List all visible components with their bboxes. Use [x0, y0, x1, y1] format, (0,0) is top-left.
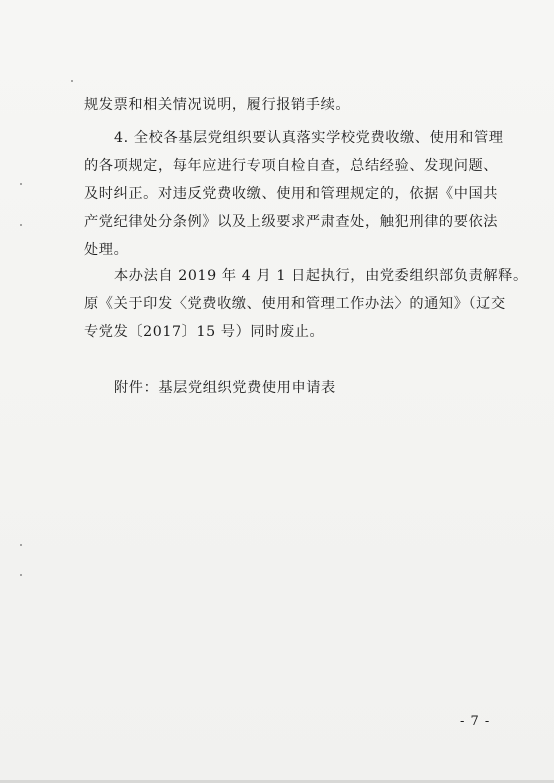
scan-speck	[20, 224, 22, 226]
paragraph-item-4	[84, 124, 502, 264]
attachment-note: 附件：基层党组织党费使用申请表	[114, 380, 336, 396]
paragraph-continuation	[84, 91, 502, 119]
text-line: 规发票和相关情况说明，履行报销手续。	[84, 97, 351, 113]
paragraph-effective-date	[84, 262, 528, 346]
scan-speck	[20, 574, 22, 576]
text-line: 的各项规定，每年应进行专项自检自查，总结经验、发现问题、	[84, 158, 499, 174]
text-line: 4. 全校各基层党组织要认真落实学校党费收缴、使用和管理	[114, 130, 504, 146]
scan-speck	[20, 544, 22, 546]
scan-speck	[20, 183, 22, 185]
text-line: 及时纠正。对违反党费收缴、使用和管理规定的，依据《中国共	[84, 186, 499, 202]
text-line: 原《关于印发〈党费收缴、使用和管理工作办法〉的通知》（辽交	[84, 296, 506, 312]
page-number: - 7 -	[460, 714, 491, 729]
text-line: 处理。	[84, 242, 129, 258]
text-line: 专党发〔2017〕15 号）同时废止。	[84, 324, 325, 340]
text-line: 本办法自 2019 年 4 月 1 日起执行，由党委组织部负责解释。	[114, 268, 528, 284]
text-line: 产党纪律处分条例》以及上级要求严肃查处，触犯刑律的要依法	[84, 214, 499, 230]
paragraph-attachment	[84, 374, 502, 402]
scan-speck	[71, 80, 73, 82]
